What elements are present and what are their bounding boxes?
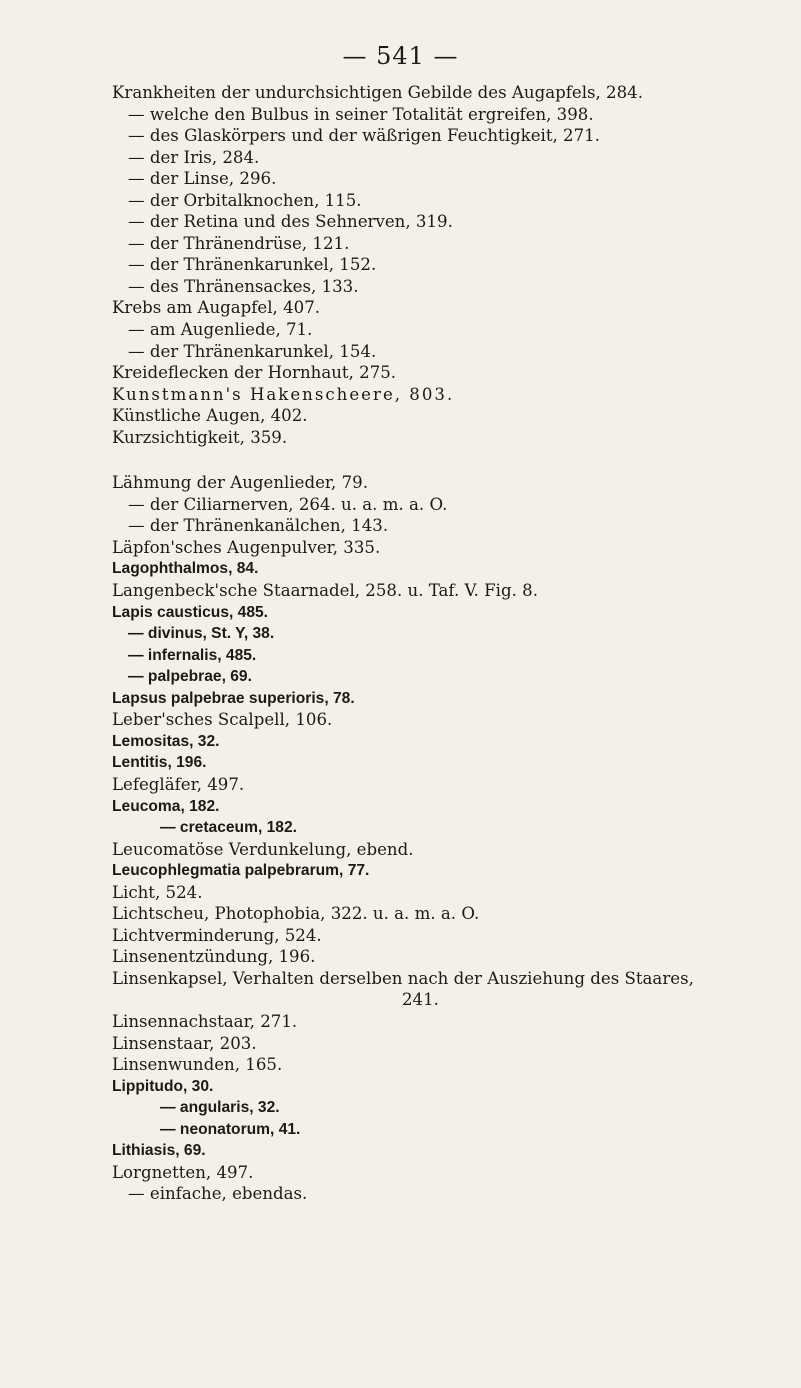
index-entry: Krebs am Augapfel, 407.: [112, 298, 321, 318]
index-entry: Linsennachstaar, 271.: [112, 1011, 298, 1031]
index-subentry: — des Thränensackes, 133.: [128, 276, 359, 296]
index-subentry: — welche den Bulbus in seiner Totalität ergreifen, 398.: [128, 104, 594, 124]
index-entry: Lorgnetten, 497.: [112, 1162, 254, 1182]
index-entry: Kreideflecken der Hornhaut, 275.: [112, 363, 397, 383]
index-subentry: 241.: [402, 990, 439, 1010]
index-entry: Linsenentzündung, 196.: [112, 947, 316, 967]
index-subentry: — der Thränenkanälchen, 143.: [128, 516, 389, 536]
index-subentry: — angularis, 32.: [160, 1099, 280, 1117]
index-entry: Linsenstaar, 203.: [112, 1033, 257, 1053]
index-entry: Licht, 524.: [112, 882, 203, 902]
index-subentry: — der Ciliarnerven, 264. u. a. m. a. O.: [128, 494, 448, 514]
index-entry: Linsenkapsel, Verhalten derselben nach der Ausziehung des Staares,: [112, 968, 694, 988]
index-subentry: — palpebrae, 69.: [128, 668, 252, 686]
index-subentry: — der Iris, 284.: [128, 147, 260, 167]
index-entry: Lapsus palpebrae superioris, 78.: [112, 689, 355, 707]
index-letter-block: [112, 82, 782, 448]
index-entry: Leucophlegmatia palpebrarum, 77.: [112, 862, 370, 880]
index-letter-block: [112, 472, 782, 1205]
index-subentry: — der Thränendrüse, 121.: [128, 233, 350, 253]
index-subentry: — des Glaskörpers und der wäßrigen Feuchtigkeit, 271.: [128, 126, 600, 146]
index-subentry: — divinus, St. Y, 38.: [128, 625, 275, 643]
index-entry: Lemositas, 32.: [112, 732, 220, 750]
index-subentry: — infernalis, 485.: [128, 646, 257, 664]
index-entry: Lithiasis, 69.: [112, 1142, 206, 1160]
page-number: — 541 —: [342, 42, 459, 70]
index-subentry: — cretaceum, 182.: [160, 819, 297, 837]
index-entry: Lichtscheu, Photophobia, 322. u. a. m. a. O.: [112, 904, 480, 924]
index-entry: Läpfon'sches Augenpulver, 335.: [112, 537, 381, 557]
index-entry: Lagophthalmos, 84.: [112, 560, 259, 578]
index-entry: Langenbeck'sche Staarnadel, 258. u. Taf. V. Fig. 8.: [112, 581, 538, 601]
index-entries: [112, 82, 782, 1205]
index-entry: Lichtverminderung, 524.: [112, 925, 322, 945]
index-subentry: — am Augenliede, 71.: [128, 320, 313, 340]
index-entry: Kurzsichtigkeit, 359.: [112, 427, 288, 447]
index-subentry: — der Orbitalknochen, 115.: [128, 190, 362, 210]
index-subentry: — neonatorum, 41.: [160, 1120, 301, 1138]
index-entry: Leber'sches Scalpell, 106.: [112, 710, 333, 730]
index-entry: Krankheiten der undurchsichtigen Gebilde des Augapfels, 284.: [112, 83, 644, 102]
index-entry: Lapis causticus, 485.: [112, 603, 269, 621]
index-subentry: — einfache, ebendas.: [128, 1184, 308, 1204]
index-entry: Lefegläfer, 497.: [112, 774, 245, 794]
index-entry: Leucoma, 182.: [112, 797, 220, 815]
index-entry: Künstliche Augen, 402.: [112, 406, 308, 426]
index-entry: Linsenwunden, 165.: [112, 1055, 283, 1075]
index-entry: Lippitudo, 30.: [112, 1077, 214, 1095]
index-subentry: — der Thränenkarunkel, 154.: [128, 341, 377, 361]
index-entry: Lentitis, 196.: [112, 754, 207, 772]
index-subentry: — der Linse, 296.: [128, 169, 277, 189]
index-entry: Lähmung der Augenlieder, 79.: [112, 473, 368, 493]
index-subentry: — der Retina und des Sehnerven, 319.: [128, 212, 453, 232]
index-subentry: — der Thränenkarunkel, 152.: [128, 255, 377, 275]
index-entry: Leucomatöse Verdunkelung, ebend.: [112, 839, 414, 859]
index-entry: Kunstmann's Hakenscheere, 803.: [112, 384, 455, 404]
